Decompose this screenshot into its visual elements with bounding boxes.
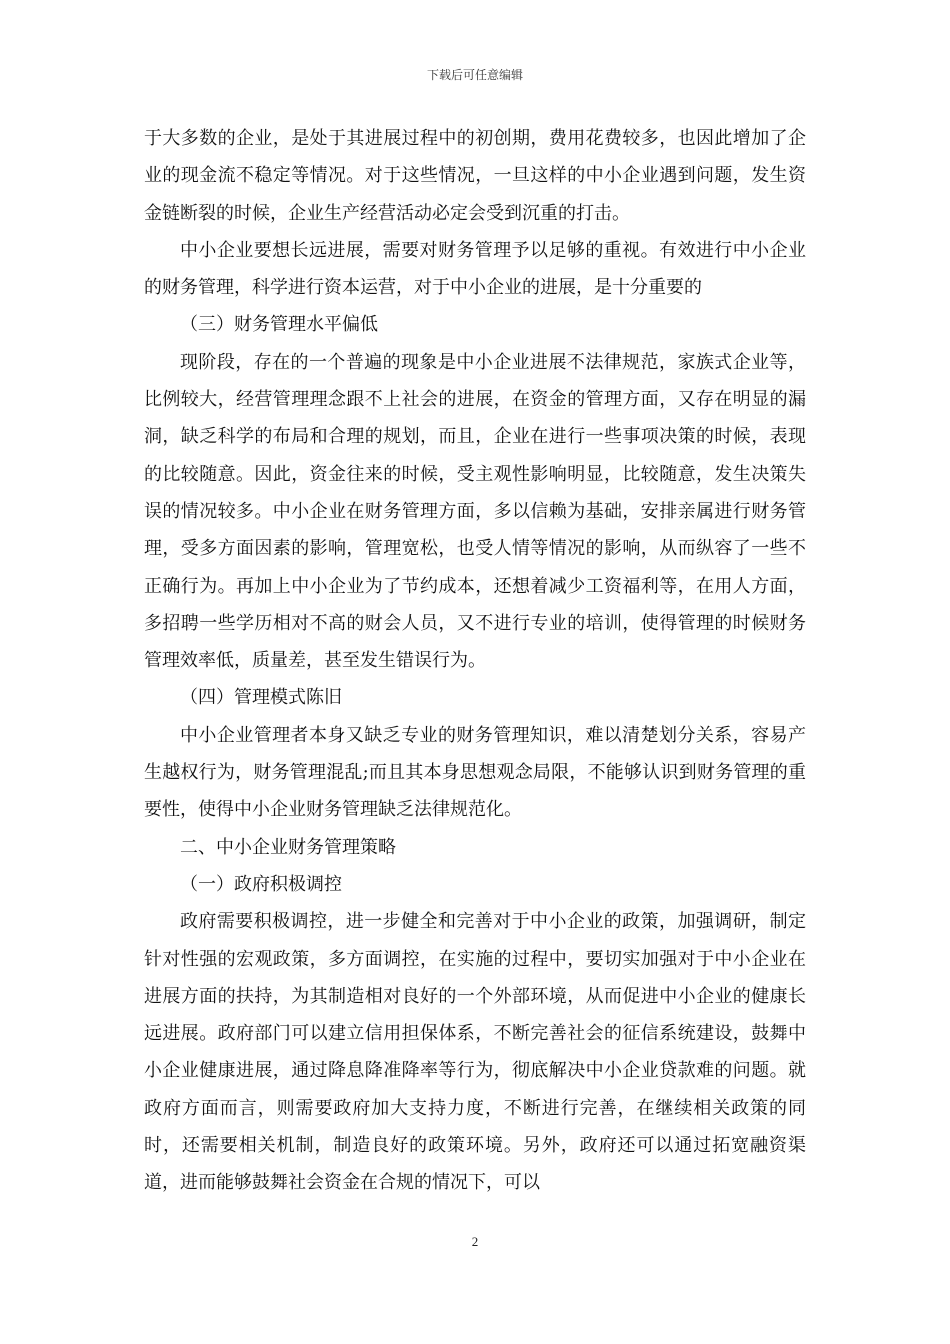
section-heading-3: （三）财务管理水平偏低 [180, 314, 378, 336]
section-heading-1: （一）政府积极调控 [180, 873, 342, 895]
chapter-heading-2: 二、中小企业财务管理策略 [180, 836, 396, 858]
page-number: 2 [471, 1234, 479, 1249]
page-header: 下载后可任意编辑 [426, 68, 523, 82]
paragraph-4: 中小企业管理者本身又缺乏专业的财务管理知识，难以清楚划分关系，容易产生越权行为，财务管理混乱;而且其本身思想观念局限，不能够认识到财务管理的重要性，使得中小企业财务管理缺乏法律规范化。 [144, 724, 806, 821]
paragraph-5: 政府需要积极调控，进一步健全和完善对于中小企业的政策，加强调研，制定针对性强的宏观政策，多方面调控，在实施的过程中，要切实加强对于中小企业在进展方面的扶持，为其制造相对良好的一个外部环境，从而促进中小企业的健康长远进展。政府部门可以建立信用担保体系，不断完善社会的征信系统建设，鼓舞中小企业健康进展，通过降息降准降率等行为，彻底解决中小企业贷款难的问题。就政府方面而言，则需要政府加大支持力度，不断进行完善，在继续相关政策的同时，还需要相关机制，制造良好的政策环境。另外，政府还可以通过拓宽融资渠道，进而能够鼓舞社会资金在合规的情况下，可以 [144, 911, 806, 1194]
section-heading-4: （四）管理模式陈旧 [180, 687, 342, 709]
paragraph-1: 于大多数的企业，是处于其进展过程中的初创期，费用花费较多，也因此增加了企业的现金流不稳定等情况。对于这些情况，一旦这样的中小企业遇到问题，发生资金链断裂的时候，企业生产经营活动必定会受到沉重的打击。 [144, 128, 806, 224]
document-body [144, 120, 806, 1202]
paragraph-3: 现阶段，存在的一个普遍的现象是中小企业进展不法律规范，家族式企业等，比例较大，经营管理理念跟不上社会的进展，在资金的管理方面，又存在明显的漏洞，缺乏科学的布局和合理的规划，而且，企业在进行一些事项决策的时候，表现的比较随意。因此，资金往来的时候，受主观性影响明显，比较随意，发生决策失误的情况较多。中小企业在财务管理方面，多以信赖为基础，安排亲属进行财务管理，受多方面因素的影响，管理宽松，也受人情等情况的影响，从而纵容了一些不正确行为。再加上中小企业为了节约成本，还想着减少工资福利等，在用人方面，多招聘一些学历相对不高的财会人员，又不进行专业的培训，使得管理的时候财务管理效率低，质量差，甚至发生错误行为。 [144, 351, 806, 672]
paragraph-2: 中小企业要想长远进展，需要对财务管理予以足够的重视。有效进行中小企业的财务管理，科学进行资本运营，对于中小企业的进展，是十分重要的 [144, 239, 806, 299]
